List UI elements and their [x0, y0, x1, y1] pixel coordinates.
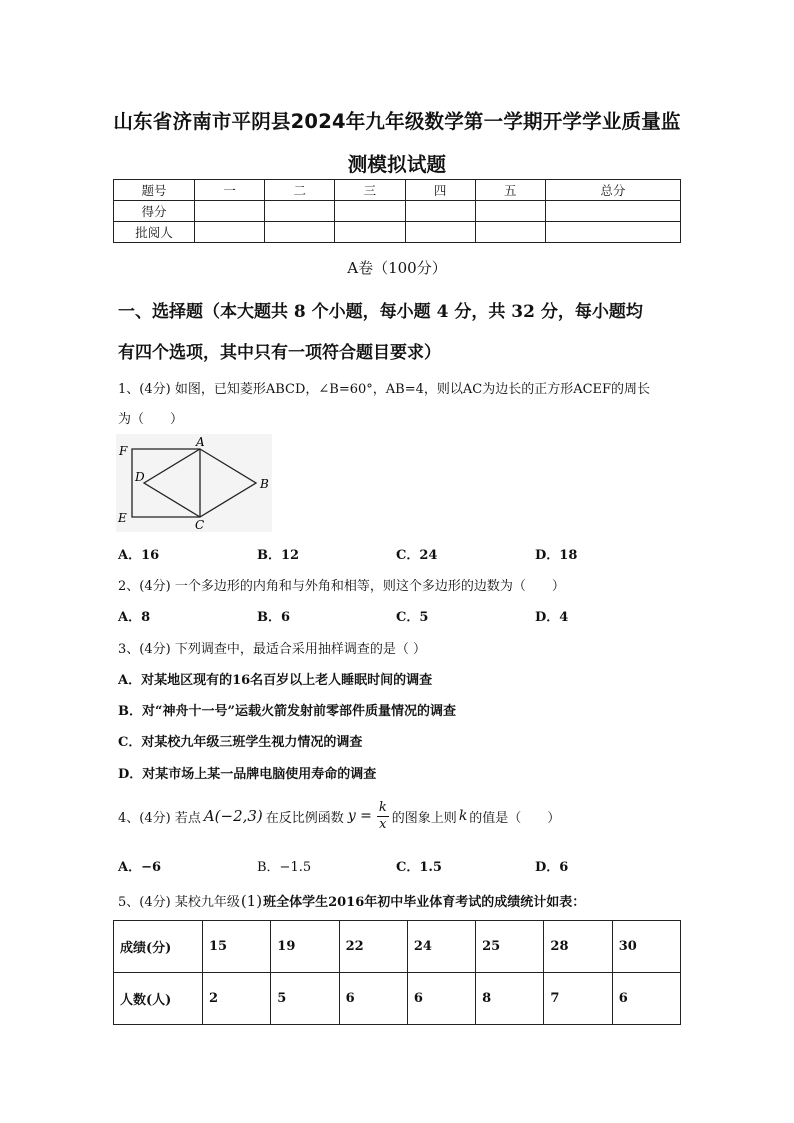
score-table-row: [114, 222, 681, 243]
q4-suffix-a: 的图象上则: [391, 810, 457, 826]
grades-cell: 成绩(分): [114, 921, 203, 973]
q3-option-d[interactable]: D．对某市场上某一品牌电脑使用寿命的调查: [118, 767, 377, 782]
question-5-text: [118, 891, 585, 910]
score-cell: 三: [335, 180, 405, 201]
q4-option-b[interactable]: B．−1.5: [257, 860, 312, 875]
score-cell: 总分: [545, 180, 680, 201]
q3-option-a[interactable]: A．对某地区现有的16名百岁以上老人睡眠时间的调查: [118, 673, 433, 688]
q4-option-d[interactable]: D．6: [535, 860, 569, 875]
grades-cell: 15: [203, 921, 271, 973]
grades-row-score: [114, 921, 681, 973]
score-blank-cell: [265, 222, 335, 243]
score-blank-cell: [335, 222, 405, 243]
grades-table: [113, 920, 681, 1025]
score-blank-cell: [335, 201, 405, 222]
grades-cell: 28: [544, 921, 612, 973]
q4-func-lhs: y =: [347, 808, 372, 824]
rhombus-square-figure: [116, 434, 272, 532]
question-3-text: 3、(4分) 下列调查中，最适合采用抽样调查的是（ ）: [118, 642, 426, 657]
q2-option-b[interactable]: B．6: [257, 610, 291, 625]
q4-point: A(−2,3): [203, 807, 263, 825]
grades-cell: 7: [544, 973, 612, 1025]
grades-cell: 22: [339, 921, 407, 973]
q2-option-c[interactable]: C．5: [396, 610, 429, 625]
q4-fraction-denominator: x: [379, 816, 387, 832]
exam-title-line1: 山东省济南市平阴县2024年九年级数学第一学期开学学业质量监: [113, 110, 681, 133]
score-blank-cell: [475, 222, 545, 243]
q4-prefix: 4、(4分) 若点: [118, 810, 201, 826]
q3-option-b[interactable]: B．对“神舟十一号”运载火箭发射前零部件质量情况的调查: [118, 704, 456, 719]
q2-option-a[interactable]: A．8: [118, 610, 151, 625]
q4-option-a[interactable]: A．−6: [118, 860, 162, 875]
score-table: [113, 179, 681, 243]
q5-suffix: 班全体学生2016年初中毕业体育考试的成绩统计如表：: [263, 895, 586, 910]
grades-cell: 2: [203, 973, 271, 1025]
label-a: A: [196, 435, 205, 449]
grades-cell: 19: [271, 921, 339, 973]
q1-option-c[interactable]: C．24: [396, 548, 438, 563]
section-heading-line2: 有四个选项，其中只有一项符合题目要求）: [118, 343, 441, 363]
score-row-label: 得分: [114, 201, 195, 222]
question-2-text: 2、(4分) 一个多边形的内角和与外角和相等，则这个多边形的边数为（ ）: [118, 579, 565, 594]
grades-cell: 6: [612, 973, 680, 1025]
q4-var-k: k: [458, 808, 468, 824]
score-row-label: 批阅人: [114, 222, 195, 243]
question-4-text: [118, 796, 560, 836]
score-blank-cell: [195, 201, 265, 222]
label-b: B: [260, 477, 269, 491]
grades-cell: 30: [612, 921, 680, 973]
score-cell: 题号: [114, 180, 195, 201]
grades-cell: 25: [476, 921, 544, 973]
q5-prefix: 5、(4分) 某校九年级: [118, 895, 240, 910]
volume-label: A卷（100分）: [347, 259, 447, 277]
score-table-row: [114, 201, 681, 222]
q2-option-d[interactable]: D．4: [535, 610, 569, 625]
grades-cell: 人数(人): [114, 973, 203, 1025]
score-table-header-row: [114, 180, 681, 201]
q1-option-a[interactable]: A．16: [118, 548, 160, 563]
q5-class-num: (1): [240, 892, 263, 910]
grades-cell: 5: [271, 973, 339, 1025]
score-blank-cell: [405, 201, 475, 222]
grades-cell: 6: [339, 973, 407, 1025]
q4-fraction: [377, 800, 389, 833]
score-blank-cell: [195, 222, 265, 243]
q4-suffix-b: 的值是（ ）: [469, 810, 561, 826]
label-e: E: [118, 511, 127, 525]
label-f: F: [119, 444, 128, 458]
score-blank-cell: [545, 201, 680, 222]
grades-cell: 6: [407, 973, 475, 1025]
score-cell: 五: [475, 180, 545, 201]
score-cell: 一: [195, 180, 265, 201]
q1-option-d[interactable]: D．18: [535, 548, 578, 563]
q1-option-b[interactable]: B．12: [257, 548, 300, 563]
section-heading-line1: 一、选择题（本大题共 8 个小题，每小题 4 分，共 32 分，每小题均: [118, 302, 643, 322]
score-blank-cell: [475, 201, 545, 222]
score-cell: 四: [405, 180, 475, 201]
score-cell: 二: [265, 180, 335, 201]
grades-row-count: [114, 973, 681, 1025]
question-1-text: 1、(4分) 如图，已知菱形ABCD，∠B=60°，AB=4，则以AC为边长的正方形ACEF的周长: [118, 382, 651, 397]
grades-cell: 8: [476, 973, 544, 1025]
grades-cell: 24: [407, 921, 475, 973]
score-blank-cell: [545, 222, 680, 243]
q3-option-c[interactable]: C．对某校九年级三班学生视力情况的调查: [118, 735, 363, 750]
score-blank-cell: [265, 201, 335, 222]
q4-option-c[interactable]: C．1.5: [396, 860, 442, 875]
q4-fraction-numerator: k: [378, 799, 387, 815]
exam-title-line2: 测模拟试题: [347, 153, 447, 176]
question-1-text-cont: 为（ ）: [118, 412, 184, 427]
label-c: C: [195, 518, 205, 532]
q4-mid: 在反比例函数: [265, 810, 344, 826]
label-d: D: [135, 470, 145, 484]
score-blank-cell: [405, 222, 475, 243]
